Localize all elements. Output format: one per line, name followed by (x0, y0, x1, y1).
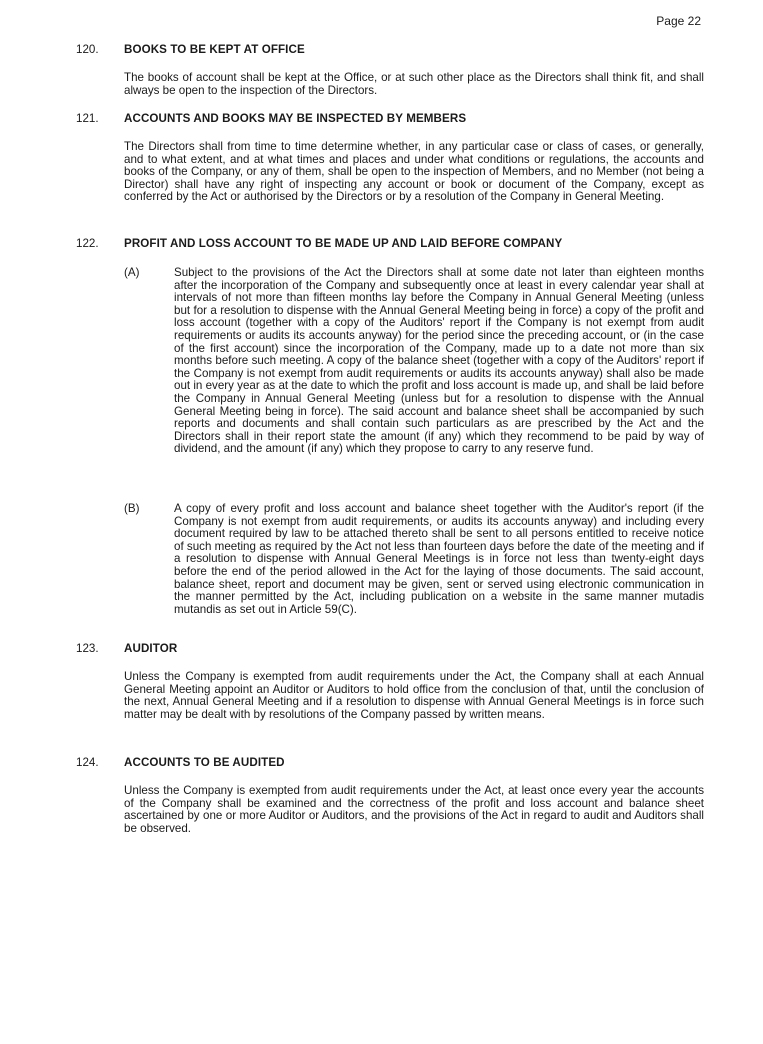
article-heading: ACCOUNTS AND BOOKS MAY BE INSPECTED BY MEMBERS (124, 112, 467, 125)
article-number: 123. (76, 642, 99, 655)
article-number: 122. (76, 237, 99, 250)
subclause-text: Subject to the provisions of the Act the Directors shall at some date not later than eighteen months after the incorporation of the Company and subsequently once at least in every calendar year shall at intervals of not more than fifteen months lay before the Company in Annual General Meeting (unless but for a resolution to dispense with the Annual General Meeting being in force) a copy of the profit and loss account (together with a copy of the Auditors' report if the Company is not exempt from audit requirements or audits its accounts anyway) for the period since the preceding account, or (in the case of the first account) since the incorporation of the Company, made up to a date not more than six months before such meeting. A copy of the balance sheet (together with a copy of the Auditors' report if the Company is not exempt from audit requirements or audits its accounts anyway) shall also be made out in every year as at the date to which the profit and loss account is made up, and shall be laid before the Company in Annual General Meeting (unless but for a resolution to dispense with the Annual General Meeting being in force). The said account and balance sheet shall be accompanied by such reports and documents and shall contain such particulars as are prescribed by the Act and the Directors shall in their report state the amount (if any) which they recommend to be paid by way of dividend, and the amount (if any) which they propose to carry to any reserve fund. (174, 266, 704, 456)
article-heading: ACCOUNTS TO BE AUDITED (124, 756, 285, 769)
article-body: The Directors shall from time to time determine whether, in any particular case or class of cases, or generally, and to what extent, and at what times and places and under what conditions or regulations, the accounts and books of the Company, or any of them, shall be open to the inspection of Members, and no Member (not being a Director) shall have any right of inspecting any account or book or document of the Company, except as conferred by the Act or authorised by the Directors or by a resolution of the Company in General Meeting. (124, 140, 704, 204)
subclause-text: A copy of every profit and loss account and balance sheet together with the Auditor's report (if the Company is not exempt from audit requirements, or audits its accounts anyway) and including every document required by law to be attached thereto shall be sent to all persons entitled to receive notice of such meeting as required by the Act not less than fourteen days before the date of the meeting and if a resolution to dispense with Annual General Meetings is in force not less than twenty-eight days before the end of the period allowed in the Act for the laying of those documents. The said account, balance sheet, report and document may be given, sent or served using electronic communication in the manner permitted by the Act, including publication on a website in the same manner mutadis mutandis as set out in Article 59(C). (174, 502, 704, 616)
subclause-label: (B) (124, 502, 140, 515)
article-number: 121. (76, 112, 99, 125)
article-body: Unless the Company is exempted from audit requirements under the Act, at least once every year the accounts of the Company shall be examined and the correctness of the profit and loss account and balance sheet ascertained by one or more Auditor or Auditors, and the provisions of the Act in regard to audit and Auditors shall be observed. (124, 784, 704, 835)
page-number: Page 22 (656, 14, 701, 28)
article-heading: AUDITOR (124, 642, 178, 655)
subclause-label: (A) (124, 266, 140, 279)
article-heading: BOOKS TO BE KEPT AT OFFICE (124, 43, 305, 56)
article-number: 120. (76, 43, 99, 56)
article-number: 124. (76, 756, 99, 769)
article-heading: PROFIT AND LOSS ACCOUNT TO BE MADE UP AND LAID BEFORE COMPANY (124, 237, 563, 250)
article-body: Unless the Company is exempted from audit requirements under the Act, the Company shall at each Annual General Meeting appoint an Auditor or Auditors to hold office from the conclusion of that, until the conclusion of the next, Annual General Meeting and if a resolution to dispense with Annual General Meetings is in force such matter may be dealt with by resolutions of the Company passed by written means. (124, 670, 704, 721)
article-body: The books of account shall be kept at the Office, or at such other place as the Directors shall think fit, and shall always be open to the inspection of the Directors. (124, 71, 704, 97)
